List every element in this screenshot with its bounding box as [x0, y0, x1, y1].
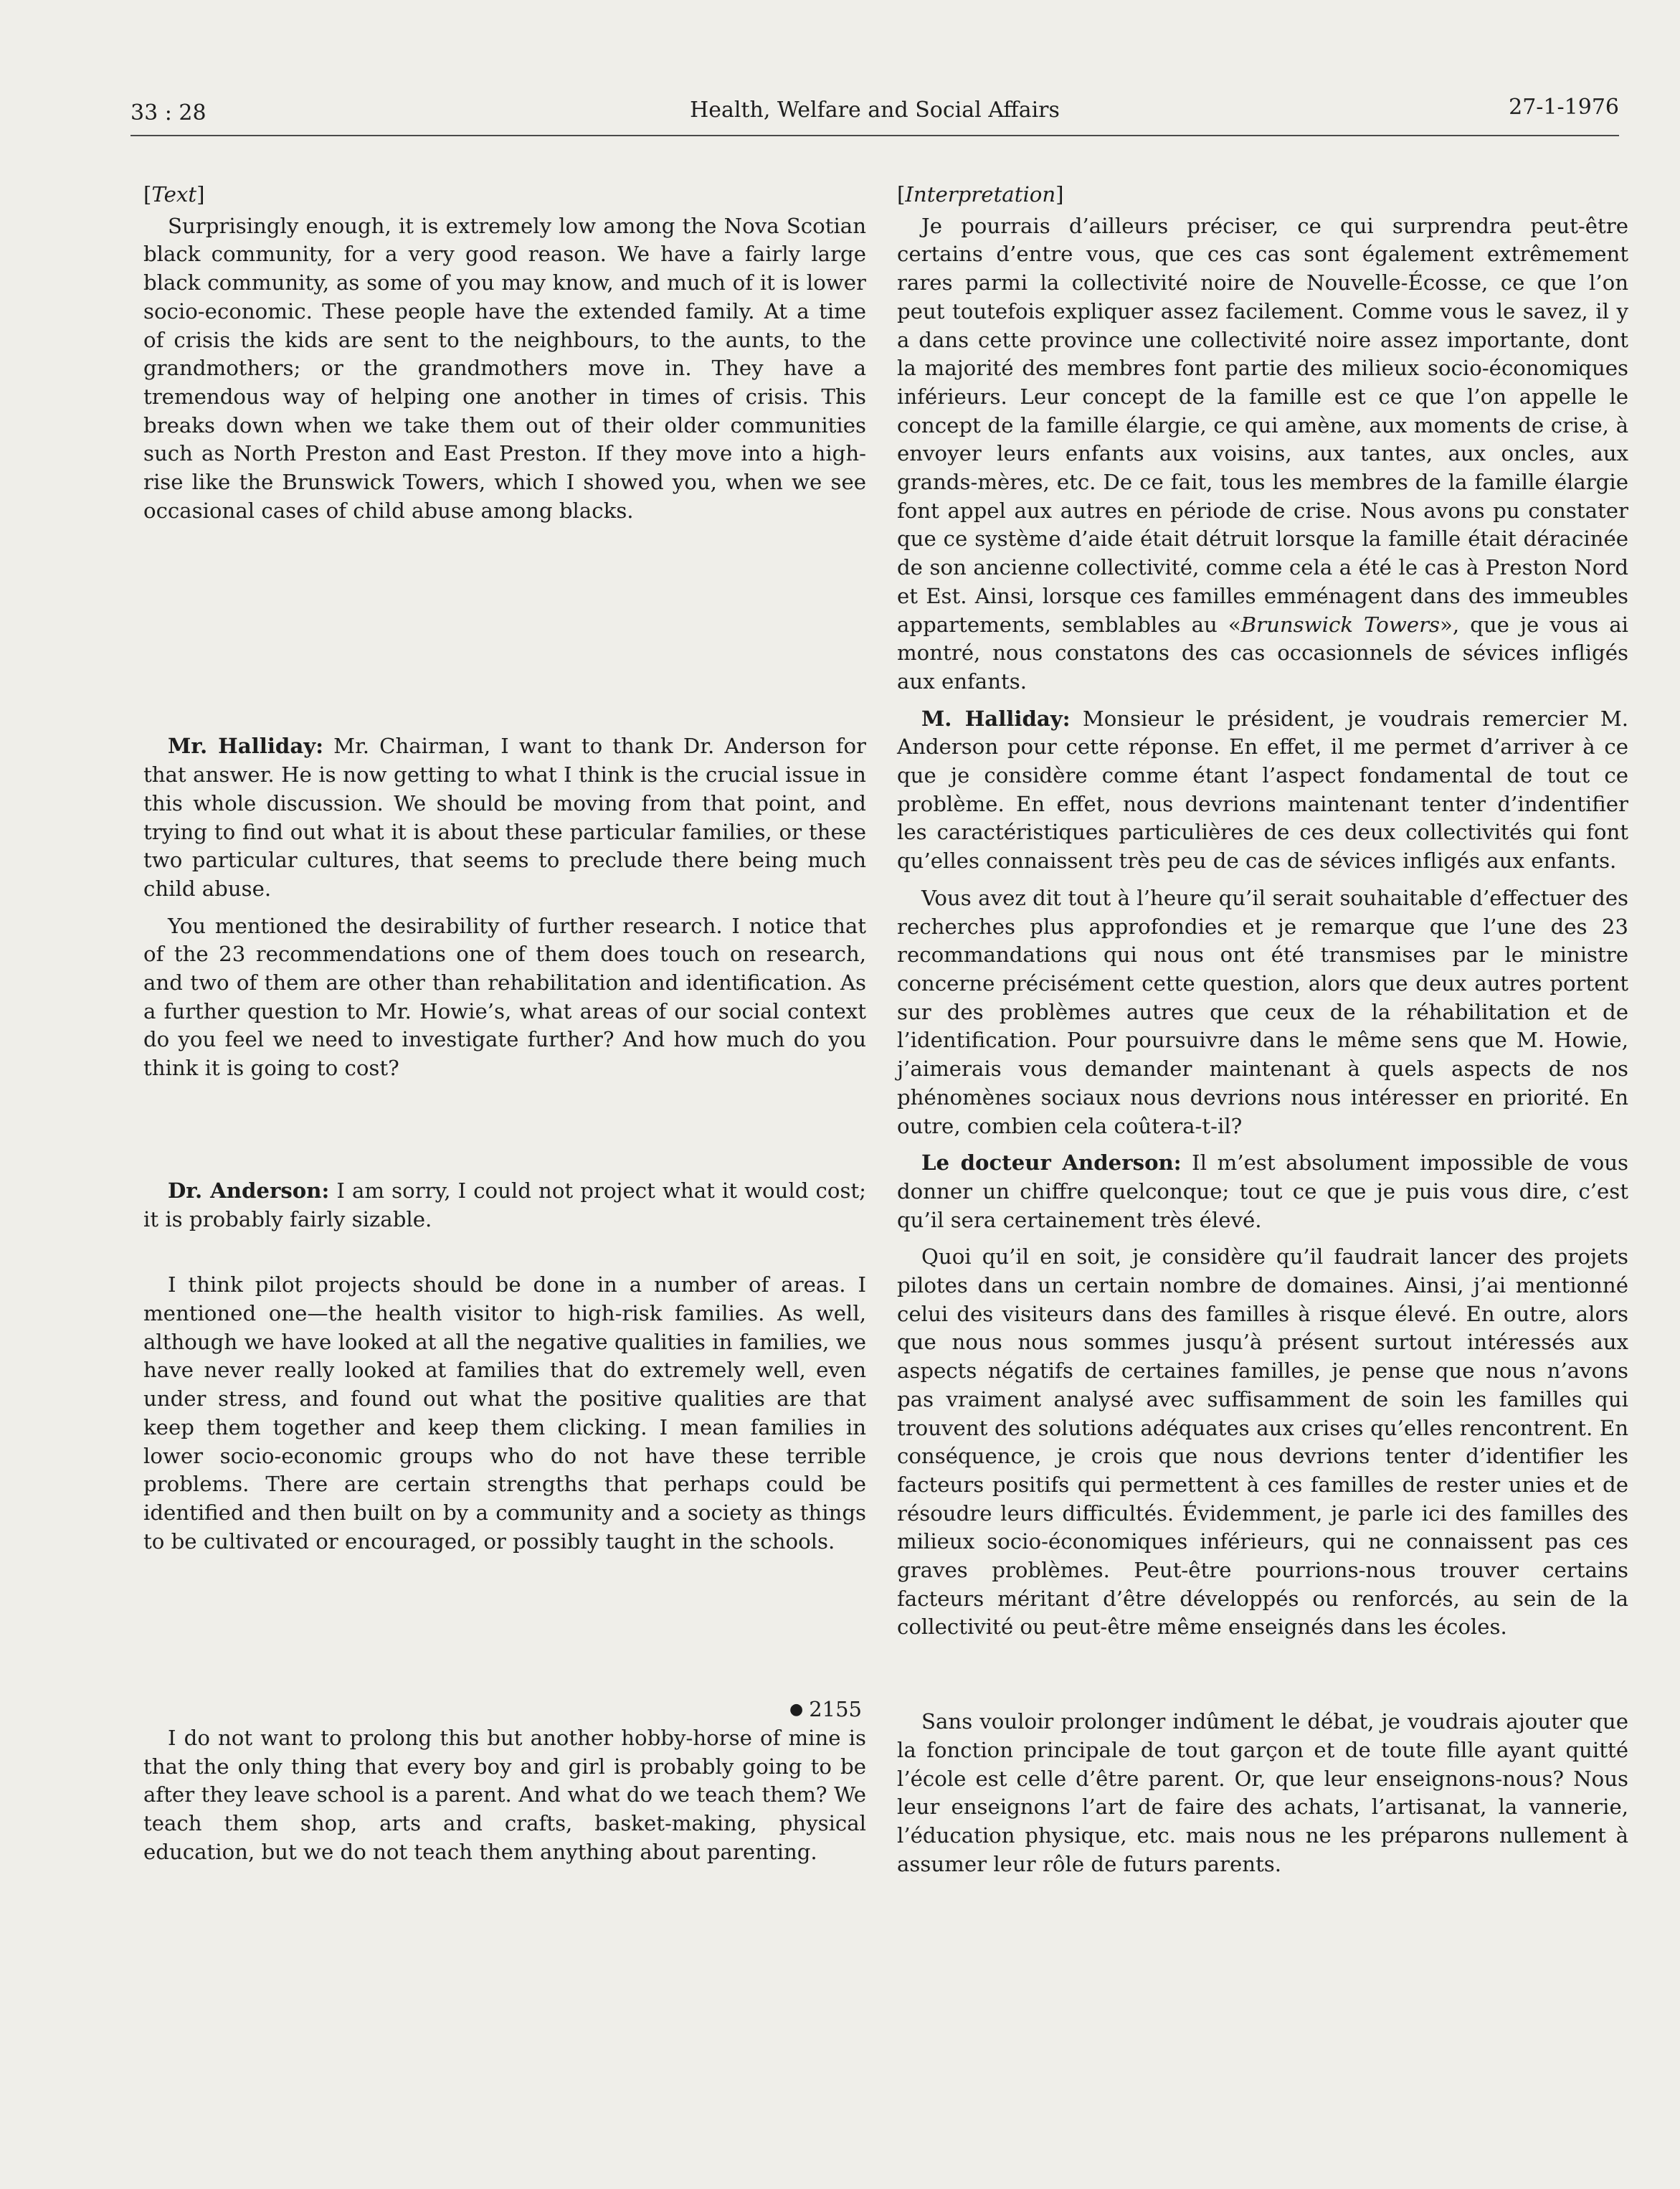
publication-title: Health, Welfare and Social Affairs: [690, 98, 1060, 123]
speaker-name: Le docteur Anderson:: [921, 1150, 1182, 1176]
paragraph-6: I do not want to prolong this but another hobby-horse of mine is that the only thing that every boy and girl is probably going to be after they leave school is a parent. And what do we teach them? We teach them shop, arts and crafts, basket-making, physical education, but we do not teach them anything about parenting.: [143, 1726, 866, 1864]
bullet-icon: ●: [789, 1701, 804, 1719]
section-label-interpretation: [Interpretation]: [897, 182, 1064, 207]
paragraph-1-fr: Je pourrais d’ailleurs préciser, ce qui surprendra peut-être certains d’entre vous, que ces cas sont également extrêmement rares parmi la collectivité noire de Nouvelle-Écosse, ce que l’on peut toutefois expliquer assez facilement. Comme vous le savez, il y a dans cette province une collectivité noire assez importante, dont la majorité des membres font partie des milieux socio-économiques inférieurs. Leur concept de la famille est ce que l’on appelle le concept de la famille élargie, ce qui amène, aux moments de crise, à envoyer leurs enfants aux voisins, aux tantes, aux oncles, aux grands-mères, etc. De ce fait, tous les membres de la famille élargie font appel aux autres en période de crise. Nous avons pu constater que ce système d’aide était détruit lorsque la famille était déracinée de son ancienne collectivité, comme cela a été le cas à Preston Nord et Est. Ainsi, lorsque ces familles emménagent dans des immeubles appartements, semblables au «Brunswick Towers», que je vous ai montré, nous constatons des cas occasionnels de sévices infligés aux enfants.: [897, 213, 1628, 694]
paragraph-5-fr: Quoi qu’il en soit, je considère qu’il faudrait lancer des projets pilotes dans un certain nombre de domaines. Ainsi, j’ai mentionné celui des visiteurs dans des familles à risque élevé. En outre, alors que nous nous sommes jusqu’à présent surtout intéressés aux aspects négatifs de certaines familles, je pense que nous n’avons pas vraiment analysé avec suffisamment de soin les familles qui trouvent des solutions adéquates aux crises qu’elles rencontrent. En conséquence, je crois que nous devrions tenter d’identifier les facteurs positifs qui permettent à ces familles de rester unies et de résoudre leurs difficultés. Évidemment, je parle ici des familles des milieux socio-économiques inférieurs, qui ne connaissent pas ces graves problèmes. Peut-être pourrions-nous trouver certains facteurs méritant d’être développés ou renforcés, au sein de la collectivité ou peut-être même enseignés dans les écoles.: [897, 1244, 1628, 1640]
paragraph-1: Surprisingly enough, it is extremely low among the Nova Scotian black community, for a very good reason. We have a fairly large black community, as some of you may know, and much of it is lower socio-economic. These people have the extended family. At a time of crisis the kids are sent to the neighbours, to the aunts, to the grandmothers; or the grandmothers move in. They have a tremendous way of helping one another in times of crisis. This breaks down when we take them out of their older communities such as North Preston and East Preston. If they move into a high-rise like the Brunswick Towers, which I showed you, when we see occasional cases of child abuse among blacks.: [143, 213, 866, 523]
paragraph-2-fr: M. Halliday: Monsieur le président, je voudrais remercier M. Anderson pour cette réponse. En effet, il me permet d’arriver à ce que je considère comme étant l’aspect fondamental de tout ce problème. En effet, nous devrions maintenant tenter d’indentifier les caractéristiques particulières de ces deux collectivités qui font qu’elles connaissent très peu de cas de sévices infligés aux enfants.: [897, 706, 1628, 874]
speaker-name: M. Halliday:: [921, 706, 1071, 731]
paragraph-6-fr: Sans vouloir prolonger indûment le débat, je voudrais ajouter que la fonction principale de tout garçon et de toute fille ayant quitté l’école est celle d’être parent. Or, que leur enseignons-nous? Nous leur enseignons l’art de faire des achats, l’artisanat, la vannerie, l’éducation physique, etc. mais nous ne les préparons nullement à assumer leur rôle de futurs parents.: [897, 1709, 1628, 1876]
paragraph-4: Dr. Anderson: I am sorry, I could not project what it would cost; it is probably fairly sizable.: [143, 1178, 866, 1231]
speaker-name: Dr. Anderson:: [168, 1178, 330, 1203]
section-label-text: [Text]: [143, 182, 205, 207]
running-header: [130, 95, 1619, 136]
paragraph-2: Mr. Halliday: Mr. Chairman, I want to thank Dr. Anderson for that answer. He is now getting to what I think is the crucial issue in this whole discussion. We should be moving from that point, and trying to find out what it is about these particular families, or these two particular cultures, that seems to preclude there being much child abuse.: [143, 734, 866, 901]
speaker-name: Mr. Halliday:: [168, 734, 323, 759]
paragraph-3: You mentioned the desirability of further research. I notice that of the 23 recommendations one of them does touch on research, and two of them are other than rehabilitation and identification. As a further question to Mr. Howie’s, what areas of our social context do you feel we need to investigate further? And how much do you think it is going to cost?: [143, 913, 866, 1081]
page-number: 33 : 28: [130, 100, 207, 126]
time-marker: ● 2155: [789, 1697, 862, 1722]
paragraph-4-fr: Le docteur Anderson: Il m’est absolument impossible de vous donner un chiffre quelconque; tout ce que je puis vous dire, c’est qu’il sera certainement très élevé.: [897, 1150, 1628, 1232]
header-date: 27-1-1976: [1509, 95, 1619, 120]
french-column: [897, 181, 1628, 1878]
paragraph-5: I think pilot projects should be done in a number of areas. I mentioned one—the health visitor to high-risk families. As well, although we have looked at all the negative qualities in families, we have never really looked at families that do extremely well, even under stress, and found out what the positive qualities are that keep them together and keep them clicking. I mean families in lower socio-economic groups who do not have these terrible problems. There are certain strengths that perhaps could be identified and then built on by a community and a society as things to be cultivated or encouraged, or possibly taught in the schools.: [143, 1272, 866, 1554]
english-column: [143, 181, 866, 1867]
paragraph-3-fr: Vous avez dit tout à l’heure qu’il serait souhaitable d’effectuer des recherches plus approfondies et je remarque que l’une des 23 recommandations qui nous ont été transmises par le ministre concerne précisément cette question, alors que deux autres portent sur des problèmes autres que ceux de la réhabilitation et de l’identification. Pour poursuivre dans le même sens que M. Howie, j’aimerais vous demander maintenant à quels aspects de nos phénomènes sociaux nous devrions nous intéresser en priorité. En outre, combien cela coûtera-t-il?: [897, 885, 1628, 1138]
